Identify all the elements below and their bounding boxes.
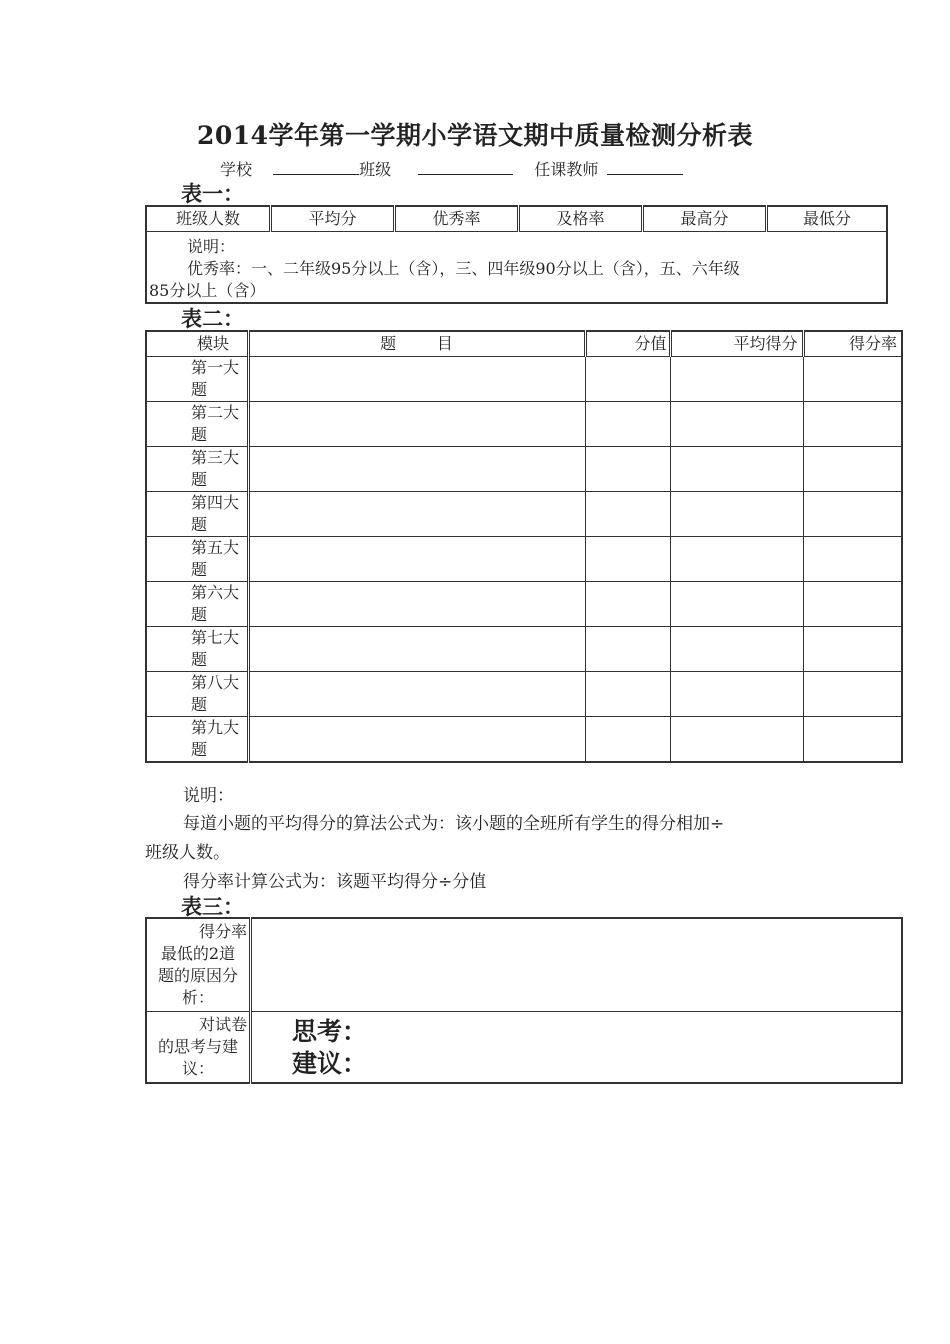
summary-note bbox=[146, 232, 887, 304]
module-label-cont: 题 bbox=[191, 650, 208, 669]
module-label: 第二大 bbox=[191, 403, 240, 422]
header-class-size: 班级人数 bbox=[146, 206, 271, 232]
header-question: 题 目 bbox=[248, 331, 585, 357]
table-row bbox=[146, 357, 902, 402]
note-text-continued: 85分以上（含） bbox=[149, 281, 266, 300]
rate-cell[interactable] bbox=[803, 357, 902, 402]
module-label-cont: 题 bbox=[191, 470, 208, 489]
average-cell[interactable] bbox=[670, 537, 803, 582]
average-cell[interactable] bbox=[670, 402, 803, 447]
table-row bbox=[146, 717, 902, 763]
table-row bbox=[146, 918, 902, 1012]
rate-cell[interactable] bbox=[803, 717, 902, 763]
module-label-cont: 题 bbox=[191, 560, 208, 579]
teacher-label: 任课教师 bbox=[534, 160, 599, 179]
info-line bbox=[220, 157, 683, 180]
school-field[interactable] bbox=[273, 158, 359, 175]
score-cell[interactable] bbox=[585, 717, 670, 763]
notes-line: 每道小题的平均得分的算法公式为：该小题的全班所有学生的得分相加÷ bbox=[183, 814, 725, 834]
reflection-label bbox=[146, 1012, 251, 1084]
module-label: 第八大 bbox=[191, 673, 240, 692]
module-cell bbox=[146, 582, 248, 627]
score-cell[interactable] bbox=[585, 447, 670, 492]
module-cell bbox=[146, 357, 248, 402]
average-cell[interactable] bbox=[670, 717, 803, 763]
table-row bbox=[146, 627, 902, 672]
module-label: 第九大 bbox=[191, 718, 240, 737]
header-excellent-rate: 优秀率 bbox=[395, 206, 519, 232]
question-cell[interactable] bbox=[248, 537, 585, 582]
module-label-cont: 题 bbox=[191, 515, 208, 534]
header-highest: 最高分 bbox=[643, 206, 767, 232]
summary-table bbox=[145, 205, 888, 304]
average-cell[interactable] bbox=[670, 672, 803, 717]
question-cell[interactable] bbox=[248, 447, 585, 492]
question-cell[interactable] bbox=[248, 492, 585, 537]
lowest-rate-label bbox=[146, 918, 251, 1012]
module-label: 第七大 bbox=[191, 628, 240, 647]
label-line: 议： bbox=[181, 1059, 214, 1078]
score-cell[interactable] bbox=[585, 402, 670, 447]
average-cell[interactable] bbox=[670, 447, 803, 492]
question-cell[interactable] bbox=[248, 402, 585, 447]
notes-label: 说明： bbox=[183, 786, 234, 806]
module-cell bbox=[146, 627, 248, 672]
school-label: 学校 bbox=[220, 160, 253, 179]
class-label: 班级 bbox=[359, 160, 392, 179]
header-lowest: 最低分 bbox=[767, 206, 888, 232]
class-field[interactable] bbox=[418, 158, 513, 175]
table-row bbox=[146, 582, 902, 627]
module-cell bbox=[146, 447, 248, 492]
module-label-cont: 题 bbox=[191, 740, 208, 759]
header-score-rate: 得分率 bbox=[803, 331, 902, 357]
table2-heading: 表二： bbox=[181, 307, 244, 331]
module-label-cont: 题 bbox=[191, 695, 208, 714]
table-row bbox=[146, 672, 902, 717]
label-line: 对试卷 bbox=[198, 1015, 247, 1034]
suggest-label: 建议： bbox=[292, 1049, 368, 1078]
header-average: 平均分 bbox=[271, 206, 395, 232]
score-cell[interactable] bbox=[585, 492, 670, 537]
module-label-cont: 题 bbox=[191, 605, 208, 624]
table3-heading: 表三： bbox=[181, 895, 244, 919]
label-line: 析： bbox=[181, 988, 214, 1007]
module-cell bbox=[146, 492, 248, 537]
teacher-field[interactable] bbox=[607, 158, 683, 175]
rate-cell[interactable] bbox=[803, 537, 902, 582]
module-label: 第六大 bbox=[191, 583, 240, 602]
score-cell[interactable] bbox=[585, 537, 670, 582]
header-pass-rate: 及格率 bbox=[519, 206, 643, 232]
label-line: 最低的2道 bbox=[160, 944, 236, 963]
average-cell[interactable] bbox=[670, 492, 803, 537]
table-row bbox=[146, 447, 902, 492]
module-label: 第一大 bbox=[191, 358, 240, 377]
rate-cell[interactable] bbox=[803, 672, 902, 717]
question-cell[interactable] bbox=[248, 672, 585, 717]
question-cell[interactable] bbox=[248, 357, 585, 402]
module-label: 第三大 bbox=[191, 448, 240, 467]
module-cell bbox=[146, 537, 248, 582]
lowest-rate-analysis-field[interactable] bbox=[251, 918, 903, 1012]
table-row bbox=[146, 537, 902, 582]
header-module: 模块 bbox=[146, 331, 248, 357]
note-label: 说明： bbox=[187, 237, 236, 256]
header-average-score: 平均得分 bbox=[670, 331, 803, 357]
average-cell[interactable] bbox=[670, 582, 803, 627]
reflection-field[interactable] bbox=[251, 1012, 903, 1084]
module-header-row bbox=[146, 331, 902, 357]
analysis-table bbox=[145, 917, 903, 1084]
module-label: 第五大 bbox=[191, 538, 240, 557]
score-cell[interactable] bbox=[585, 582, 670, 627]
score-cell[interactable] bbox=[585, 627, 670, 672]
module-cell bbox=[146, 717, 248, 763]
table1-heading: 表一： bbox=[181, 182, 244, 206]
average-cell[interactable] bbox=[670, 627, 803, 672]
rate-cell[interactable] bbox=[803, 582, 902, 627]
label-line: 的思考与建 bbox=[157, 1037, 238, 1056]
think-label: 思考： bbox=[292, 1017, 368, 1046]
note-text: 优秀率：一、二年级95分以上（含），三、四年级90分以上（含），五、六年级 bbox=[187, 259, 740, 278]
module-label-cont: 题 bbox=[191, 380, 208, 399]
question-cell[interactable] bbox=[248, 582, 585, 627]
rate-cell[interactable] bbox=[803, 402, 902, 447]
module-table bbox=[145, 330, 903, 763]
rate-cell[interactable] bbox=[803, 627, 902, 672]
notes-formula: 得分率计算公式为：该题平均得分÷分值 bbox=[183, 872, 487, 892]
header-score: 分值 bbox=[585, 331, 670, 357]
table-row bbox=[146, 402, 902, 447]
module-label-cont: 题 bbox=[191, 425, 208, 444]
module-cell bbox=[146, 672, 248, 717]
page-title: 2014学年第一学期小学语文期中质量检测分析表 bbox=[196, 121, 754, 150]
score-cell[interactable] bbox=[585, 672, 670, 717]
rate-cell[interactable] bbox=[803, 492, 902, 537]
average-cell[interactable] bbox=[670, 357, 803, 402]
label-line: 题的原因分 bbox=[157, 966, 238, 985]
module-cell bbox=[146, 402, 248, 447]
table-row bbox=[146, 492, 902, 537]
question-cell[interactable] bbox=[248, 627, 585, 672]
label-line: 得分率 bbox=[198, 922, 247, 941]
summary-header-row bbox=[146, 206, 887, 232]
question-cell[interactable] bbox=[248, 717, 585, 763]
table-row bbox=[146, 1012, 902, 1084]
module-label: 第四大 bbox=[191, 493, 240, 512]
score-cell[interactable] bbox=[585, 357, 670, 402]
rate-cell[interactable] bbox=[803, 447, 902, 492]
notes-line-continued: 班级人数。 bbox=[145, 843, 230, 863]
